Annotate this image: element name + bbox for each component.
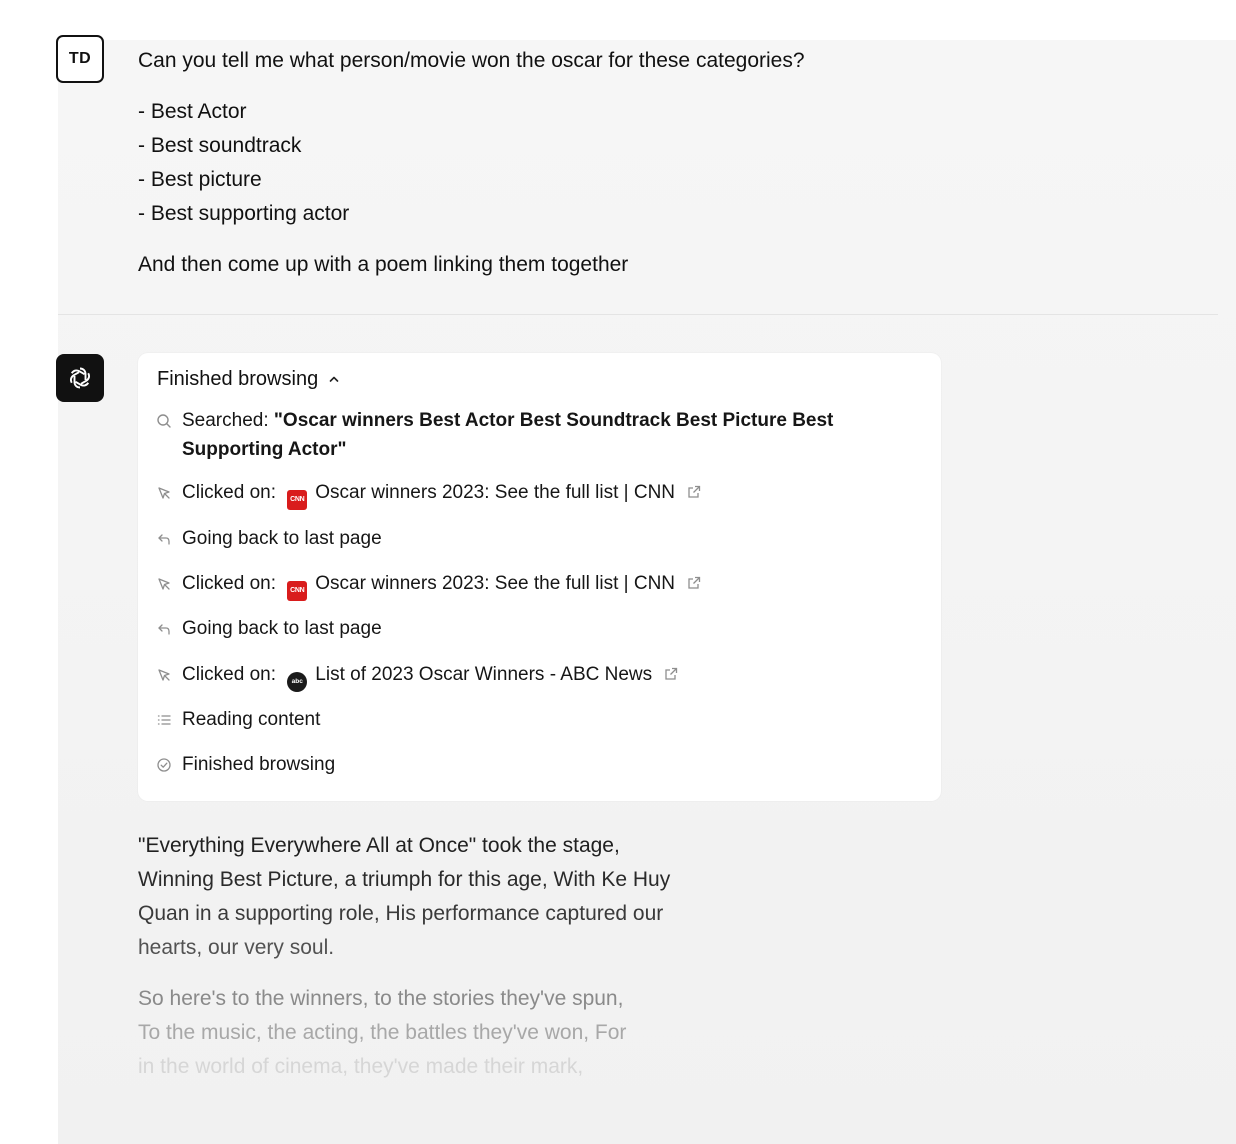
search-query: "Oscar winners Best Actor Best Soundtrack Best Picture Best: [273, 410, 834, 431]
browsing-toggle[interactable]: [157, 365, 340, 393]
browsing-header-label: Finished browsing: [157, 367, 319, 390]
assistant-avatar: [56, 354, 104, 402]
user-list-item: - Best Actor: [138, 100, 247, 123]
browse-step-back: [156, 524, 926, 554]
poem-stanza: [138, 829, 778, 965]
step-prefix: Searched:: [182, 410, 269, 431]
step-text: Going back to last page: [182, 618, 382, 639]
browse-step-click: [156, 478, 926, 510]
cnn-favicon: CNN: [287, 581, 307, 601]
step-text: Going back to last page: [182, 528, 382, 549]
external-link-icon[interactable]: [686, 484, 702, 500]
poem-line: in the world of cinema, they've made their mark,: [138, 1055, 584, 1078]
browse-step-back: [156, 614, 926, 644]
cursor-click-icon: [156, 667, 172, 683]
user-avatar: [56, 35, 104, 83]
external-link-icon[interactable]: [663, 666, 679, 682]
back-arrow-icon: [156, 621, 172, 637]
abc-favicon: abc: [287, 672, 307, 692]
back-arrow-icon: [156, 531, 172, 547]
user-list-item: - Best soundtrack: [138, 134, 302, 157]
step-prefix: Clicked on:: [182, 573, 276, 594]
browse-step-reading: [156, 705, 926, 735]
step-text: Reading content: [182, 709, 321, 730]
cnn-link[interactable]: Oscar winners 2023: See the full list | CNN: [315, 573, 676, 594]
cursor-click-icon: [156, 576, 172, 592]
search-query-continued: Supporting Actor": [182, 439, 347, 460]
cnn-link[interactable]: Oscar winners 2023: See the full list | CNN: [315, 482, 676, 503]
browse-step-finished: [156, 750, 926, 780]
check-circle-icon: [156, 757, 172, 773]
chevron-up-icon: [328, 373, 340, 385]
list-icon: [156, 712, 172, 728]
step-prefix: Clicked on:: [182, 664, 276, 685]
openai-logo-icon: [64, 362, 96, 394]
user-initials: TD: [68, 50, 92, 67]
step-text: Finished browsing: [182, 754, 336, 775]
poem-line: To the music, the acting, the battles they've won, For: [138, 1021, 627, 1044]
message-divider: [58, 314, 1218, 315]
search-icon: [156, 413, 172, 429]
step-prefix: Clicked on:: [182, 482, 276, 503]
poem-line: "Everything Everywhere All at Once" took the stage,: [138, 834, 620, 857]
user-list-item: - Best picture: [138, 168, 262, 191]
user-list-item: - Best supporting actor: [138, 202, 350, 225]
user-message: [138, 44, 1138, 282]
user-followup: And then come up with a poem linking them together: [138, 253, 629, 276]
poem-line: Quan in a supporting role, His performance captured our: [138, 902, 664, 925]
browse-step-search: [156, 406, 926, 464]
browse-step-click: [156, 569, 926, 601]
cursor-click-icon: [156, 485, 172, 501]
cnn-favicon: CNN: [287, 490, 307, 510]
abc-news-link[interactable]: List of 2023 Oscar Winners - ABC News: [315, 664, 653, 685]
browse-step-click: [156, 660, 926, 692]
external-link-icon[interactable]: [686, 575, 702, 591]
browsing-panel: [138, 353, 941, 801]
poem-line: Winning Best Picture, a triumph for this age, With Ke Huy: [138, 868, 671, 891]
user-question: Can you tell me what person/movie won the oscar for these categories?: [138, 49, 805, 72]
poem-line: So here's to the winners, to the stories they've spun,: [138, 987, 624, 1010]
poem-line: hearts, our very soul.: [138, 936, 335, 959]
poem-stanza: [138, 982, 778, 1084]
